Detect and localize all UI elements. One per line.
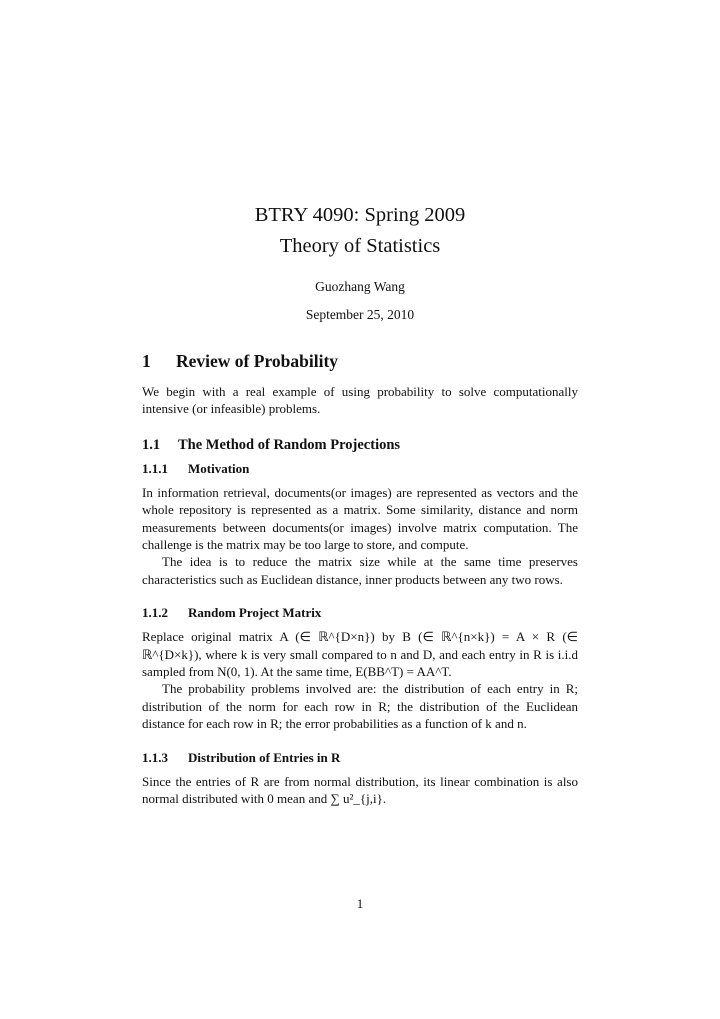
motivation-paragraph-2: The idea is to reduce the matrix size while at the same time preserves characteristics such as Euclidean distance, inner products between any two rows. bbox=[142, 554, 578, 587]
section-1-intro: We begin with a real example of using probability to solve computationally intensive (or infeasible) problems. bbox=[142, 384, 578, 417]
spacer bbox=[142, 588, 578, 604]
section-1-1-1-title: Motivation bbox=[188, 460, 250, 476]
section-1-1-1-number: 1.1.1 bbox=[142, 460, 168, 476]
date: September 25, 2010 bbox=[305, 307, 415, 322]
title-line-2: Theory of Statistics bbox=[279, 235, 441, 257]
section-1-1-3-heading bbox=[142, 749, 578, 767]
projection-paragraph-2: The probability problems involved are: the distribution of each entry in R; distribution of the norm for each row in R; the distribution of the Euclidean distance for each row in R; the error probabilities as a function of k and n. bbox=[142, 681, 578, 732]
author: Guozhang Wang bbox=[315, 279, 405, 294]
spacer bbox=[142, 733, 578, 749]
section-1-1-title: The Method of Random Projections bbox=[178, 436, 401, 453]
section-1-1-3-title: Distribution of Entries in R bbox=[188, 749, 341, 765]
section-1-title: Review of Probability bbox=[176, 351, 339, 371]
motivation-paragraph-1: In information retrieval, documents(or images) are represented as vectors and the whole repository is represented as a matrix. Some similarity, distance and norm measurements between documents(or images) involve matrix computation. The challenge is the matrix may be too large to store, and compute. bbox=[142, 484, 578, 553]
section-1-1-2-heading bbox=[142, 604, 578, 622]
section-1-1-heading bbox=[142, 436, 578, 454]
section-1-1-3-number: 1.1.3 bbox=[142, 749, 168, 765]
section-1-1-2-title: Random Project Matrix bbox=[188, 605, 322, 621]
section-1-number: 1 bbox=[142, 351, 151, 371]
section-1-1-1-heading bbox=[142, 460, 578, 478]
section-1-1-number: 1.1 bbox=[142, 436, 161, 453]
body-content bbox=[142, 350, 578, 808]
distribution-paragraph-1: Since the entries of R are from normal distribution, its linear combination is also normal distributed with 0 mean and ∑ u²_{j,i}. bbox=[142, 773, 578, 807]
projection-paragraph-1: Replace original matrix A (∈ ℝ^{D×n}) by B (∈ ℝ^{n×k}) = A × R (∈ ℝ^{D×k}), where k is very small compared to n and D, and each entry in R is i.i.d sampled from N(0, 1). At the same time, E(BB^T) = AA^T. bbox=[142, 629, 578, 680]
section-1-1-2-number: 1.1.2 bbox=[142, 605, 168, 621]
title-block bbox=[0, 200, 720, 323]
section-1-heading bbox=[142, 350, 578, 372]
page-number: 1 bbox=[356, 896, 364, 911]
title-line-1: BTRY 4090: Spring 2009 bbox=[254, 204, 466, 226]
